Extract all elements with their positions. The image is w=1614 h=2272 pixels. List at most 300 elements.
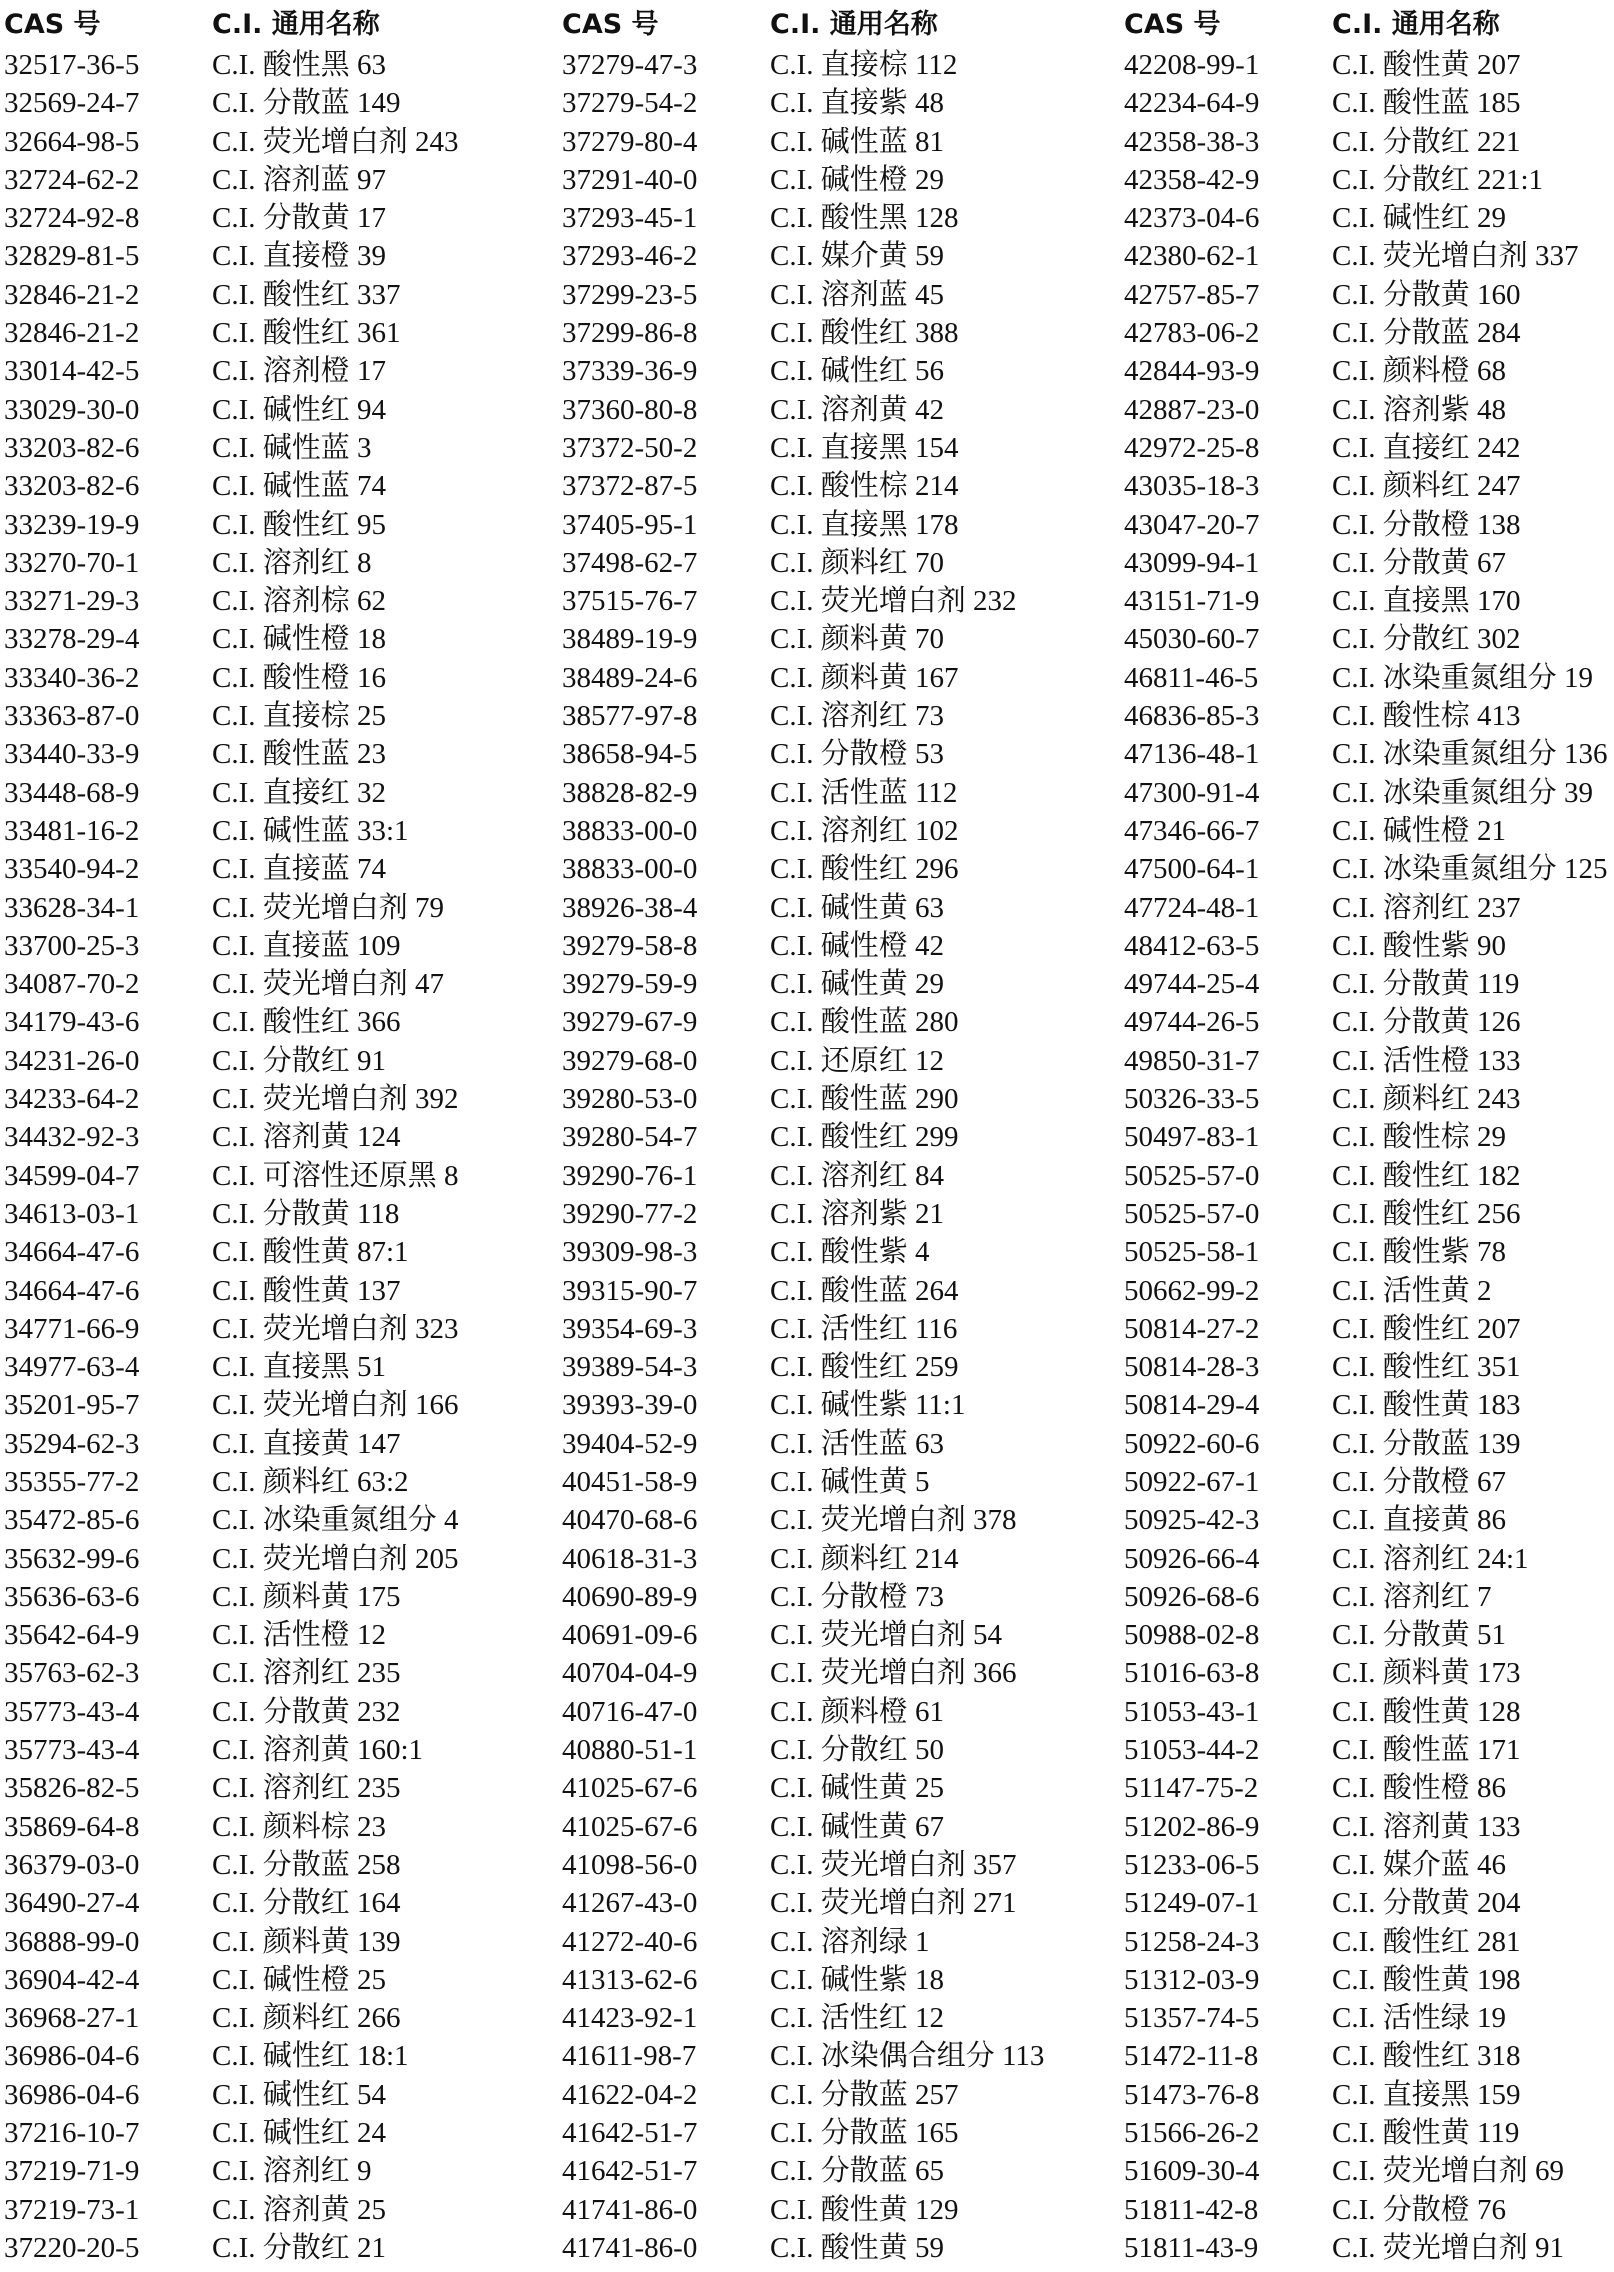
ci-generic-name: C.I. 分散黄 67 xyxy=(1332,546,1507,579)
ci-generic-name: C.I. 酸性红 388 xyxy=(770,317,959,350)
cas-number: 39354-69-3 xyxy=(562,1312,698,1345)
cas-number: 51312-03-9 xyxy=(1124,1963,1260,1996)
cas-number: 33029-30-0 xyxy=(4,393,140,426)
ci-generic-name: C.I. 活性绿 19 xyxy=(1332,2002,1507,2035)
cas-number: 33203-82-6 xyxy=(4,431,140,464)
ci-generic-name: C.I. 直接蓝 109 xyxy=(212,929,401,962)
cas-number: 33278-29-4 xyxy=(4,623,140,656)
cas-number: 38833-00-0 xyxy=(562,814,698,847)
ci-generic-name: C.I. 分散蓝 149 xyxy=(212,87,401,120)
ci-generic-name: C.I. 分散红 302 xyxy=(1332,623,1521,656)
ci-generic-name: C.I. 碱性橙 18 xyxy=(212,623,387,656)
cas-number: 39280-53-0 xyxy=(562,1083,698,1116)
cas-number: 33628-34-1 xyxy=(4,891,140,924)
cas-number: 34231-26-0 xyxy=(4,1044,140,1077)
cas-header: CAS 号 xyxy=(562,9,659,40)
ci-generic-name: C.I. 直接蓝 74 xyxy=(212,853,387,886)
name-header: C.I. 通用名称 xyxy=(1332,9,1500,40)
cas-number: 42844-93-9 xyxy=(1124,355,1260,388)
cas-number: 35201-95-7 xyxy=(4,1389,140,1422)
ci-generic-name: C.I. 酸性蓝 171 xyxy=(1332,1734,1521,1767)
cas-number: 40716-47-0 xyxy=(562,1695,698,1728)
ci-generic-name: C.I. 荧光增白剂 366 xyxy=(770,1657,1017,1690)
cas-number: 39279-58-8 xyxy=(562,929,698,962)
cas-number: 40470-68-6 xyxy=(562,1504,698,1537)
ci-generic-name: C.I. 碱性红 18:1 xyxy=(212,2040,409,2073)
cas-number: 49850-31-7 xyxy=(1124,1044,1260,1077)
cas-number: 37219-73-1 xyxy=(4,2193,140,2226)
ci-generic-name: C.I. 酸性红 361 xyxy=(212,317,401,350)
ci-generic-name: C.I. 碱性蓝 81 xyxy=(770,125,945,158)
cas-number: 37279-47-3 xyxy=(562,49,698,81)
ci-generic-name: C.I. 直接黄 147 xyxy=(212,1427,401,1460)
ci-generic-name: C.I. 溶剂红 102 xyxy=(770,814,959,847)
cas-number: 51233-06-5 xyxy=(1124,1848,1260,1881)
cas-number: 39315-90-7 xyxy=(562,1274,698,1307)
ci-generic-name: C.I. 分散橙 138 xyxy=(1332,508,1521,541)
ci-generic-name: C.I. 碱性红 94 xyxy=(212,393,387,426)
ci-generic-name: C.I. 分散橙 53 xyxy=(770,738,945,771)
cas-number: 36379-03-0 xyxy=(4,1848,140,1881)
cas-number: 36888-99-0 xyxy=(4,1925,140,1958)
cas-number: 37279-80-4 xyxy=(562,125,698,158)
ci-generic-name: C.I. 分散红 91 xyxy=(212,1044,387,1077)
cas-number: 50525-57-0 xyxy=(1124,1197,1260,1230)
cas-number: 33271-29-3 xyxy=(4,585,140,618)
cas-number: 51053-44-2 xyxy=(1124,1734,1260,1767)
ci-generic-name: C.I. 分散橙 73 xyxy=(770,1580,945,1613)
ci-generic-name: C.I. 还原红 12 xyxy=(770,1044,945,1077)
ci-generic-name: C.I. 碱性橙 25 xyxy=(212,1963,387,1996)
cas-number: 41423-92-1 xyxy=(562,2002,698,2035)
cas-number: 33448-68-9 xyxy=(4,776,140,809)
ci-generic-name: C.I. 碱性黄 29 xyxy=(770,968,945,1001)
cas-number: 51566-26-2 xyxy=(1124,2117,1260,2150)
cas-number: 43099-94-1 xyxy=(1124,546,1260,579)
ci-generic-name: C.I. 酸性蓝 280 xyxy=(770,1006,959,1039)
ci-generic-name: C.I. 溶剂黄 160:1 xyxy=(212,1734,424,1767)
cas-number: 51202-86-9 xyxy=(1124,1810,1260,1843)
cas-number: 39309-98-3 xyxy=(562,1236,698,1269)
cas-number: 50814-29-4 xyxy=(1124,1389,1260,1422)
ci-generic-name: C.I. 荧光增白剂 47 xyxy=(212,968,445,1001)
ci-generic-name: C.I. 分散黄 119 xyxy=(1332,968,1520,1001)
cas-number: 41025-67-6 xyxy=(562,1772,698,1805)
ci-generic-name: C.I. 溶剂红 9 xyxy=(212,2155,372,2188)
ci-generic-name: C.I. 酸性黄 59 xyxy=(770,2231,945,2264)
ci-generic-name: C.I. 碱性蓝 3 xyxy=(212,431,372,464)
ci-generic-name: C.I. 碱性黄 63 xyxy=(770,891,945,924)
cas-number: 36986-04-6 xyxy=(4,2040,140,2073)
ci-generic-name: C.I. 溶剂黄 25 xyxy=(212,2193,387,2226)
ci-generic-name: C.I. 酸性紫 78 xyxy=(1332,1236,1507,1269)
ci-generic-name: C.I. 溶剂蓝 97 xyxy=(212,163,387,196)
cas-number: 39393-39-0 xyxy=(562,1389,698,1422)
cas-number: 51473-76-8 xyxy=(1124,2078,1260,2111)
ci-generic-name: C.I. 荧光增白剂 357 xyxy=(770,1848,1017,1881)
cas-number: 38833-00-0 xyxy=(562,853,698,886)
cas-number: 42887-23-0 xyxy=(1124,393,1260,426)
cas-number: 36968-27-1 xyxy=(4,2002,140,2035)
ci-generic-name: C.I. 分散黄 118 xyxy=(212,1197,400,1230)
cas-number: 51811-43-9 xyxy=(1124,2231,1259,2264)
cas-number: 41622-04-2 xyxy=(562,2078,698,2111)
ci-generic-name: C.I. 荧光增白剂 54 xyxy=(770,1619,1003,1652)
ci-generic-name: C.I. 荧光增白剂 166 xyxy=(212,1389,459,1422)
ci-generic-name: C.I. 荧光增白剂 378 xyxy=(770,1504,1017,1537)
cas-number: 43047-20-7 xyxy=(1124,508,1260,541)
cas-number: 49744-25-4 xyxy=(1124,968,1260,1001)
ci-generic-name: C.I. 直接黑 154 xyxy=(770,431,959,464)
ci-generic-name: C.I. 颜料红 70 xyxy=(770,546,945,579)
ci-generic-name: C.I. 溶剂红 235 xyxy=(212,1657,401,1690)
cas-number: 37372-87-5 xyxy=(562,470,698,503)
cas-number: 34664-47-6 xyxy=(4,1236,140,1269)
ci-generic-name: C.I. 碱性红 24 xyxy=(212,2117,387,2150)
cas-number: 34977-63-4 xyxy=(4,1351,140,1384)
ci-generic-name: C.I. 分散橙 76 xyxy=(1332,2193,1507,2226)
ci-generic-name: C.I. 颜料黄 167 xyxy=(770,661,959,694)
cas-number: 34432-92-3 xyxy=(4,1121,140,1154)
ci-generic-name: C.I. 溶剂黄 124 xyxy=(212,1121,401,1154)
cas-number: 33270-70-1 xyxy=(4,546,140,579)
ci-generic-name: C.I. 碱性蓝 33:1 xyxy=(212,814,409,847)
cas-number: 46811-46-5 xyxy=(1124,661,1259,694)
cas-number: 37498-62-7 xyxy=(562,546,698,579)
cas-number: 37291-40-0 xyxy=(562,163,698,196)
ci-generic-name: C.I. 冰染重氮组分 39 xyxy=(1332,776,1594,809)
ci-generic-name: C.I. 碱性橙 21 xyxy=(1332,814,1507,847)
ci-generic-name: C.I. 分散蓝 65 xyxy=(770,2155,945,2188)
cas-number: 47136-48-1 xyxy=(1124,738,1260,771)
cas-number: 39404-52-9 xyxy=(562,1427,698,1460)
ci-generic-name: C.I. 颜料橙 68 xyxy=(1332,355,1507,388)
cas-number: 39290-77-2 xyxy=(562,1197,698,1230)
cas-number: 38489-24-6 xyxy=(562,661,698,694)
cas-number: 41098-56-0 xyxy=(562,1848,698,1881)
ci-generic-name: C.I. 直接棕 25 xyxy=(212,700,387,733)
ci-generic-name: C.I. 溶剂棕 62 xyxy=(212,585,387,618)
cas-number: 32569-24-7 xyxy=(4,87,140,120)
ci-generic-name: C.I. 荧光增白剂 392 xyxy=(212,1083,459,1116)
ci-generic-name: C.I. 颜料黄 173 xyxy=(1332,1657,1521,1690)
ci-generic-name: C.I. 颜料红 247 xyxy=(1332,470,1521,503)
ci-generic-name: C.I. 酸性红 337 xyxy=(212,278,401,311)
ci-generic-name: C.I. 酸性黄 128 xyxy=(1332,1695,1521,1728)
cas-number: 41741-86-0 xyxy=(562,2231,698,2264)
cas-number: 50922-67-1 xyxy=(1124,1465,1260,1498)
ci-generic-name: C.I. 冰染重氮组分 19 xyxy=(1332,661,1594,694)
cas-number: 35636-63-6 xyxy=(4,1580,140,1613)
ci-generic-name: C.I. 酸性黄 198 xyxy=(1332,1963,1521,1996)
cas-number: 51258-24-3 xyxy=(1124,1925,1260,1958)
ci-generic-name: C.I. 冰染重氮组分 4 xyxy=(212,1504,459,1537)
ci-generic-name: C.I. 酸性红 318 xyxy=(1332,2040,1521,2073)
ci-generic-name: C.I. 酸性红 299 xyxy=(770,1121,959,1154)
cas-number: 49744-26-5 xyxy=(1124,1006,1260,1039)
cas-number: 37220-20-5 xyxy=(4,2231,140,2264)
cas-number: 40880-51-1 xyxy=(562,1734,698,1767)
cas-number: 34771-66-9 xyxy=(4,1312,140,1345)
ci-generic-name: C.I. 酸性红 351 xyxy=(1332,1351,1521,1384)
cas-number: 42757-85-7 xyxy=(1124,278,1260,311)
cas-number: 42380-62-1 xyxy=(1124,240,1260,273)
cas-number: 39280-54-7 xyxy=(562,1121,698,1154)
cas-number: 50988-02-8 xyxy=(1124,1619,1260,1652)
cas-number: 37293-45-1 xyxy=(562,202,698,235)
ci-generic-name: C.I. 碱性蓝 74 xyxy=(212,470,387,503)
ci-generic-name: C.I. 酸性黑 128 xyxy=(770,202,959,235)
cas-number: 33340-36-2 xyxy=(4,661,140,694)
ci-generic-name: C.I. 分散蓝 139 xyxy=(1332,1427,1521,1460)
cas-number: 33239-19-9 xyxy=(4,508,140,541)
ci-generic-name: C.I. 活性红 12 xyxy=(770,2002,945,2035)
cas-number: 50326-33-5 xyxy=(1124,1083,1260,1116)
ci-generic-name: C.I. 直接黑 51 xyxy=(212,1351,387,1384)
cas-number: 45030-60-7 xyxy=(1124,623,1260,656)
ci-generic-name: C.I. 直接红 32 xyxy=(212,776,387,809)
cas-number: 47346-66-7 xyxy=(1124,814,1260,847)
cas-number: 37219-71-9 xyxy=(4,2155,140,2188)
cas-number: 51249-07-1 xyxy=(1124,1887,1260,1920)
ci-generic-name: C.I. 酸性紫 4 xyxy=(770,1236,930,1269)
cas-number: 43035-18-3 xyxy=(1124,470,1260,503)
cas-number: 48412-63-5 xyxy=(1124,929,1260,962)
cas-number: 41642-51-7 xyxy=(562,2155,698,2188)
ci-generic-name: C.I. 颜料红 266 xyxy=(212,2002,401,2035)
ci-generic-name: C.I. 酸性红 259 xyxy=(770,1351,959,1384)
ci-generic-name: C.I. 冰染偶合组分 113 xyxy=(770,2040,1045,2073)
ci-generic-name: C.I. 酸性红 281 xyxy=(1332,1925,1521,1958)
cas-number: 51053-43-1 xyxy=(1124,1695,1260,1728)
cas-number: 33700-25-3 xyxy=(4,929,140,962)
ci-generic-name: C.I. 碱性红 29 xyxy=(1332,202,1507,235)
ci-generic-name: C.I. 颜料黄 175 xyxy=(212,1580,401,1613)
cas-number: 32724-62-2 xyxy=(4,163,140,196)
cas-number: 33440-33-9 xyxy=(4,738,140,771)
ci-generic-name: C.I. 分散黄 51 xyxy=(1332,1619,1507,1652)
cas-number: 32517-36-5 xyxy=(4,49,140,81)
ci-generic-name: C.I. 酸性黄 207 xyxy=(1332,49,1521,81)
ci-generic-name: C.I. 活性蓝 112 xyxy=(770,776,958,809)
cas-number: 39279-68-0 xyxy=(562,1044,698,1077)
ci-generic-name: C.I. 酸性黄 129 xyxy=(770,2193,959,2226)
cas-number: 35869-64-8 xyxy=(4,1810,140,1843)
ci-generic-name: C.I. 酸性红 366 xyxy=(212,1006,401,1039)
ci-generic-name: C.I. 分散黄 160 xyxy=(1332,278,1521,311)
cas-number: 43151-71-9 xyxy=(1124,585,1260,618)
cas-number: 32664-98-5 xyxy=(4,125,140,158)
ci-generic-name: C.I. 颜料红 243 xyxy=(1332,1083,1521,1116)
cas-number: 37216-10-7 xyxy=(4,2117,140,2150)
ci-generic-name: C.I. 碱性红 54 xyxy=(212,2078,387,2111)
cas-number: 42358-38-3 xyxy=(1124,125,1260,158)
cas-number: 50922-60-6 xyxy=(1124,1427,1260,1460)
ci-generic-name: C.I. 冰染重氮组分 136 xyxy=(1332,738,1608,771)
cas-number: 37299-23-5 xyxy=(562,278,698,311)
ci-generic-name: C.I. 碱性紫 18 xyxy=(770,1963,945,1996)
cas-header: CAS 号 xyxy=(1124,9,1221,40)
cas-number: 50814-28-3 xyxy=(1124,1351,1260,1384)
cas-number: 38658-94-5 xyxy=(562,738,698,771)
ci-generic-name: C.I. 碱性紫 11:1 xyxy=(770,1389,966,1422)
cas-number: 35773-43-4 xyxy=(4,1695,140,1728)
ci-generic-name: C.I. 分散红 164 xyxy=(212,1887,401,1920)
ci-generic-name: C.I. 直接橙 39 xyxy=(212,240,387,273)
ci-generic-name: C.I. 分散红 221 xyxy=(1332,125,1521,158)
ci-generic-name: C.I. 酸性蓝 290 xyxy=(770,1083,959,1116)
ci-generic-name: C.I. 溶剂红 235 xyxy=(212,1772,401,1805)
cas-number: 39290-76-1 xyxy=(562,1159,698,1192)
ci-generic-name: C.I. 活性橙 12 xyxy=(212,1619,387,1652)
ci-generic-name: C.I. 溶剂黄 133 xyxy=(1332,1810,1521,1843)
cas-number: 41741-86-0 xyxy=(562,2193,698,2226)
ci-generic-name: C.I. 酸性黄 183 xyxy=(1332,1389,1521,1422)
cas-number: 32724-92-8 xyxy=(4,202,140,235)
cas-number: 33540-94-2 xyxy=(4,853,140,886)
cas-number: 35355-77-2 xyxy=(4,1465,140,1498)
cas-number: 41025-67-6 xyxy=(562,1810,698,1843)
ci-generic-name: C.I. 颜料黄 139 xyxy=(212,1925,401,1958)
ci-generic-name: C.I. 直接黄 86 xyxy=(1332,1504,1507,1537)
cas-number: 50497-83-1 xyxy=(1124,1121,1260,1154)
cas-number: 34613-03-1 xyxy=(4,1197,140,1230)
ci-generic-name: C.I. 酸性橙 86 xyxy=(1332,1772,1507,1805)
ci-generic-name: C.I. 酸性红 182 xyxy=(1332,1159,1521,1192)
ci-generic-name: C.I. 酸性棕 413 xyxy=(1332,700,1521,733)
cas-number: 37339-36-9 xyxy=(562,355,698,388)
ci-generic-name: C.I. 酸性红 207 xyxy=(1332,1312,1521,1345)
ci-generic-name: C.I. 碱性黄 25 xyxy=(770,1772,945,1805)
ci-generic-name: C.I. 酸性蓝 264 xyxy=(770,1274,959,1307)
ci-generic-name: C.I. 直接红 242 xyxy=(1332,431,1521,464)
ci-generic-name: C.I. 活性橙 133 xyxy=(1332,1044,1521,1077)
cas-number: 40451-58-9 xyxy=(562,1465,698,1498)
cas-number: 33363-87-0 xyxy=(4,700,140,733)
cas-number: 50525-57-0 xyxy=(1124,1159,1260,1192)
cas-number: 50925-42-3 xyxy=(1124,1504,1260,1537)
ci-generic-name: C.I. 荧光增白剂 271 xyxy=(770,1887,1017,1920)
cas-number: 39389-54-3 xyxy=(562,1351,698,1384)
cas-number: 34664-47-6 xyxy=(4,1274,140,1307)
cas-number: 37405-95-1 xyxy=(562,508,698,541)
ci-generic-name: C.I. 酸性黄 119 xyxy=(1332,2117,1520,2150)
cas-number: 46836-85-3 xyxy=(1124,700,1260,733)
cas-number: 33014-42-5 xyxy=(4,355,140,388)
ci-generic-name: C.I. 分散红 50 xyxy=(770,1734,945,1767)
ci-generic-name: C.I. 分散黄 204 xyxy=(1332,1887,1521,1920)
ci-generic-name: C.I. 荧光增白剂 205 xyxy=(212,1542,459,1575)
cas-number: 51016-63-8 xyxy=(1124,1657,1260,1690)
ci-generic-name: C.I. 酸性黄 87:1 xyxy=(212,1236,409,1269)
ci-generic-name: C.I. 媒介黄 59 xyxy=(770,240,945,273)
ci-generic-name: C.I. 直接黑 178 xyxy=(770,508,959,541)
cas-number: 32846-21-2 xyxy=(4,317,140,350)
cas-number: 34087-70-2 xyxy=(4,968,140,1001)
ci-generic-name: C.I. 溶剂绿 1 xyxy=(770,1925,930,1958)
ci-generic-name: C.I. 碱性黄 5 xyxy=(770,1465,930,1498)
ci-generic-name: C.I. 分散蓝 258 xyxy=(212,1848,401,1881)
cas-number: 34179-43-6 xyxy=(4,1006,140,1039)
ci-generic-name: C.I. 荧光增白剂 91 xyxy=(1332,2231,1565,2264)
ci-generic-name: C.I. 荧光增白剂 79 xyxy=(212,891,445,924)
ci-generic-name: C.I. 酸性黑 63 xyxy=(212,49,387,81)
cas-number: 41272-40-6 xyxy=(562,1925,698,1958)
ci-generic-name: C.I. 分散黄 17 xyxy=(212,202,387,235)
cas-number: 40618-31-3 xyxy=(562,1542,698,1575)
cas-number: 35294-62-3 xyxy=(4,1427,140,1460)
cas-number: 35472-85-6 xyxy=(4,1504,140,1537)
ci-generic-name: C.I. 酸性红 95 xyxy=(212,508,387,541)
cas-number: 39279-59-9 xyxy=(562,968,698,1001)
cas-number: 35642-64-9 xyxy=(4,1619,140,1652)
cas-number: 36904-42-4 xyxy=(4,1963,140,1996)
ci-generic-name: C.I. 直接棕 112 xyxy=(770,49,958,81)
ci-generic-name: C.I. 直接黑 170 xyxy=(1332,585,1521,618)
cas-number: 37515-76-7 xyxy=(562,585,698,618)
cas-number: 38828-82-9 xyxy=(562,776,698,809)
cas-number: 35763-62-3 xyxy=(4,1657,140,1690)
cas-number: 35773-43-4 xyxy=(4,1734,140,1767)
cas-number: 42358-42-9 xyxy=(1124,163,1260,196)
ci-generic-name: C.I. 酸性蓝 23 xyxy=(212,738,387,771)
cas-number: 47724-48-1 xyxy=(1124,891,1260,924)
cas-number: 42972-25-8 xyxy=(1124,431,1260,464)
ci-generic-name: C.I. 酸性棕 214 xyxy=(770,470,959,503)
ci-generic-name: C.I. 分散黄 126 xyxy=(1332,1006,1521,1039)
ci-generic-name: C.I. 酸性紫 90 xyxy=(1332,929,1507,962)
cas-number: 42234-64-9 xyxy=(1124,87,1260,120)
cas-number: 37360-80-8 xyxy=(562,393,698,426)
cas-number: 33481-16-2 xyxy=(4,814,140,847)
ci-generic-name: C.I. 溶剂紫 21 xyxy=(770,1197,945,1230)
cas-number: 42373-04-6 xyxy=(1124,202,1260,235)
ci-generic-name: C.I. 碱性黄 67 xyxy=(770,1810,945,1843)
cas-number: 37372-50-2 xyxy=(562,431,698,464)
ci-generic-name: C.I. 荧光增白剂 69 xyxy=(1332,2155,1565,2188)
cas-number: 50814-27-2 xyxy=(1124,1312,1260,1345)
cas-number: 42208-99-1 xyxy=(1124,49,1260,81)
cas-number: 41267-43-0 xyxy=(562,1887,698,1920)
name-header: C.I. 通用名称 xyxy=(212,9,380,40)
ci-generic-name: C.I. 酸性棕 29 xyxy=(1332,1121,1507,1154)
cas-number: 40690-89-9 xyxy=(562,1580,698,1613)
ci-generic-name: C.I. 荧光增白剂 232 xyxy=(770,585,1017,618)
cas-number: 40691-09-6 xyxy=(562,1619,698,1652)
cas-number: 36986-04-6 xyxy=(4,2078,140,2111)
ci-generic-name: C.I. 直接紫 48 xyxy=(770,87,945,120)
cas-number: 38577-97-8 xyxy=(562,700,698,733)
ci-generic-name: C.I. 可溶性还原黑 8 xyxy=(212,1159,459,1192)
cas-number: 47300-91-4 xyxy=(1124,776,1260,809)
cas-number: 51472-11-8 xyxy=(1124,2040,1259,2073)
ci-generic-name: C.I. 酸性蓝 185 xyxy=(1332,87,1521,120)
cas-number: 51147-75-2 xyxy=(1124,1772,1259,1805)
ci-generic-name: C.I. 冰染重氮组分 125 xyxy=(1332,853,1608,886)
ci-generic-name: C.I. 分散蓝 257 xyxy=(770,2078,959,2111)
cas-number: 34233-64-2 xyxy=(4,1083,140,1116)
ci-generic-name: C.I. 溶剂红 84 xyxy=(770,1159,945,1192)
ci-generic-name: C.I. 碱性红 56 xyxy=(770,355,945,388)
ci-generic-name: C.I. 酸性红 256 xyxy=(1332,1197,1521,1230)
cas-number: 50926-66-4 xyxy=(1124,1542,1260,1575)
ci-generic-name: C.I. 分散红 21 xyxy=(212,2231,387,2264)
ci-generic-name: C.I. 溶剂红 8 xyxy=(212,546,372,579)
ci-generic-name: C.I. 颜料黄 70 xyxy=(770,623,945,656)
ci-generic-name: C.I. 溶剂橙 17 xyxy=(212,355,387,388)
cas-number: 47500-64-1 xyxy=(1124,853,1260,886)
ci-generic-name: C.I. 分散红 221:1 xyxy=(1332,163,1544,196)
